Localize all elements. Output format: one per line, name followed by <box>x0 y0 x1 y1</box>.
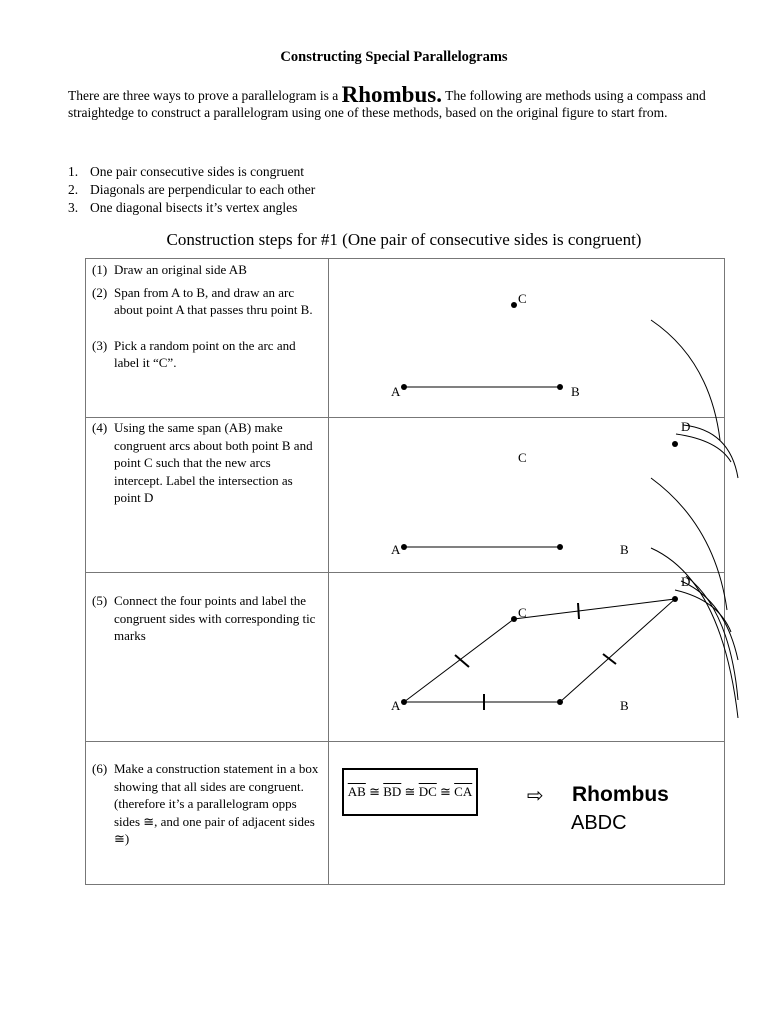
tic-mark <box>603 654 616 664</box>
point-c <box>511 616 517 622</box>
label-c: C <box>518 450 527 465</box>
point-a <box>401 544 407 550</box>
step-6: (6) Make a construction statement in a box showing that all sides are congruent. (therefore it’s a parallelogram opps sides ≅, and one pair of adjacent sides ≅) <box>92 761 319 846</box>
point-d <box>672 441 678 447</box>
label-c: C <box>518 291 527 306</box>
compass-arc <box>676 434 731 462</box>
intro-rhombus: Rhombus. <box>341 82 442 107</box>
result-rhombus: Rhombus <box>572 783 669 806</box>
label-d: D <box>681 419 691 434</box>
label-c: C <box>518 605 527 620</box>
construction-statement-box: $\overline{AB}$ ≅ $\overline{BD}$ ≅ $\overline{DC}$ ≅ $\overline{CA}$ <box>342 768 478 816</box>
rhombus-abdc <box>404 599 675 702</box>
tic-mark <box>455 655 469 667</box>
label-a: A <box>391 384 401 399</box>
compass-arc <box>651 478 727 610</box>
compass-arc <box>683 425 738 478</box>
compass-arc <box>686 576 738 700</box>
label-a: A <box>391 698 401 713</box>
point-a <box>401 384 407 390</box>
point-c <box>511 302 517 308</box>
result-abdc: ABDC <box>571 812 627 834</box>
label-b: B <box>620 698 629 713</box>
point-d <box>672 596 678 602</box>
point-b <box>557 544 563 550</box>
label-b: B <box>571 384 580 399</box>
point-b <box>557 699 563 705</box>
list-item: 1. One pair consecutive sides is congruent <box>68 164 305 179</box>
step-2: (2) Span from A to B, and draw an arc about point A that passes thru point B. <box>92 284 313 317</box>
step-3: (3) Pick a random point on the arc and label it “C”. <box>92 337 296 370</box>
point-b <box>557 384 563 390</box>
label-d: D <box>681 574 691 589</box>
point-a <box>401 699 407 705</box>
intro-after: The following are methods using a compass and straightedge to construct a parallelogram using one of these methods, based on the original figure to start from. <box>68 88 706 120</box>
tic-mark <box>578 603 579 619</box>
step-1: (1) Draw an original side AB <box>92 262 247 277</box>
step-5: (5) Connect the four points and label the congruent sides with corresponding tic marks <box>92 593 316 643</box>
construction-subtitle: Construction steps for #1 (One pair of consecutive sides is congruent) <box>166 230 642 249</box>
arrow-right-icon: ⇨ <box>527 783 544 807</box>
list-item: 2. Diagonals are perpendicular to each other <box>68 182 316 197</box>
document-title: Constructing Special Parallelograms <box>280 49 508 65</box>
label-b: B <box>620 542 629 557</box>
list-item: 3. One diagonal bisects it’s vertex angles <box>68 200 298 215</box>
label-a: A <box>391 542 401 557</box>
step-4: (4) Using the same span (AB) make congruent arcs about both point B and point C such that the new arcs intercept. Label the intersection as point D <box>92 420 313 505</box>
intro-before: There are three ways to prove a parallelogram is a <box>68 88 339 103</box>
